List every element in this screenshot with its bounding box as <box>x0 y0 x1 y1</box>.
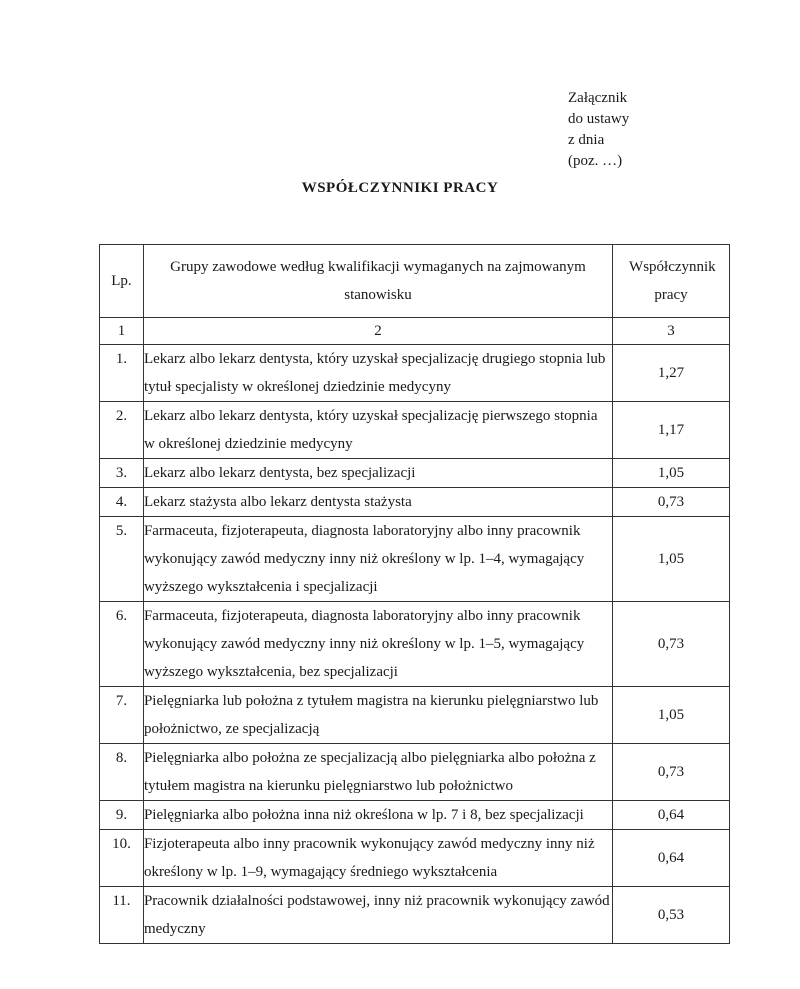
row-group: Fizjoterapeuta albo inny pracownik wykonujący zawód medyczny inny niż określony w lp. 1–9, wymagający średniego wykształcenia <box>143 830 612 887</box>
row-coefficient: 0,73 <box>613 744 730 801</box>
annex-note <box>568 88 629 172</box>
row-group: Lekarz stażysta albo lekarz dentysta stażysta <box>143 488 612 517</box>
row-lp: 8. <box>100 744 144 801</box>
row-group: Lekarz albo lekarz dentysta, który uzyskał specjalizację drugiego stopnia lub tytuł specjalisty w określonej dziedzinie medycyny <box>143 345 612 402</box>
row-group: Farmaceuta, fizjoterapeuta, diagnosta laboratoryjny albo inny pracownik wykonujący zawód medyczny inny niż określony w lp. 1–5, wymagający wyższego wykształcenia, bez specjalizacji <box>143 602 612 687</box>
row-lp: 10. <box>100 830 144 887</box>
table-row <box>100 887 730 944</box>
row-coefficient: 0,64 <box>613 830 730 887</box>
coefficients-table <box>99 244 730 944</box>
row-lp: 11. <box>100 887 144 944</box>
row-lp: 4. <box>100 488 144 517</box>
column-numbering-row <box>100 318 730 345</box>
row-group: Lekarz albo lekarz dentysta, bez specjalizacji <box>143 459 612 488</box>
table-row <box>100 488 730 517</box>
row-coefficient: 1,27 <box>613 345 730 402</box>
annex-line-4: (poz. …) <box>568 153 623 169</box>
table-row <box>100 744 730 801</box>
row-lp: 2. <box>100 402 144 459</box>
row-coefficient: 1,05 <box>613 517 730 602</box>
column-number-1: 1 <box>100 318 144 345</box>
row-lp: 6. <box>100 602 144 687</box>
table-row <box>100 801 730 830</box>
column-number-2: 2 <box>143 318 612 345</box>
table-row <box>100 687 730 744</box>
row-group: Lekarz albo lekarz dentysta, który uzyskał specjalizację pierwszego stopnia w określonej dziedzinie medycyny <box>143 402 612 459</box>
row-lp: 9. <box>100 801 144 830</box>
table-row <box>100 459 730 488</box>
row-group: Pielęgniarka albo położna ze specjalizacją albo pielęgniarka albo położna z tytułem magistra na kierunku pielęgniarstwo lub położnictwo <box>143 744 612 801</box>
row-coefficient: 0,73 <box>613 602 730 687</box>
table-row <box>100 345 730 402</box>
table-row <box>100 830 730 887</box>
row-group: Pielęgniarka lub położna z tytułem magistra na kierunku pielęgniarstwo lub położnictwo, ze specjalizacją <box>143 687 612 744</box>
table-row <box>100 517 730 602</box>
row-group: Pracownik działalności podstawowej, inny niż pracownik wykonujący zawód medyczny <box>143 887 612 944</box>
row-group: Pielęgniarka albo położna inna niż określona w lp. 7 i 8, bez specjalizacji <box>143 801 612 830</box>
row-group: Farmaceuta, fizjoterapeuta, diagnosta laboratoryjny albo inny pracownik wykonujący zawód medyczny inny niż określony w lp. 1–4, wymagający wyższego wykształcenia i specjalizacji <box>143 517 612 602</box>
annex-line-1: Załącznik <box>568 90 628 106</box>
annex-line-3: z dnia <box>568 132 605 148</box>
header-group: Grupy zawodowe według kwalifikacji wymaganych na zajmowanym stanowisku <box>143 245 612 318</box>
row-lp: 5. <box>100 517 144 602</box>
document-title: WSPÓŁCZYNNIKI PRACY <box>301 180 499 196</box>
annex-line-2: do ustawy <box>568 111 630 127</box>
row-coefficient: 1,05 <box>613 459 730 488</box>
row-coefficient: 1,17 <box>613 402 730 459</box>
row-lp: 1. <box>100 345 144 402</box>
header-lp: Lp. <box>100 245 144 318</box>
header-coefficient <box>613 245 730 318</box>
row-coefficient: 0,64 <box>613 801 730 830</box>
table-row <box>100 602 730 687</box>
header-coefficient-text: Współczynnik pracy <box>629 259 716 303</box>
row-coefficient: 1,05 <box>613 687 730 744</box>
column-number-3: 3 <box>613 318 730 345</box>
row-coefficient: 0,53 <box>613 887 730 944</box>
row-lp: 7. <box>100 687 144 744</box>
table-header-row <box>100 245 730 318</box>
row-lp: 3. <box>100 459 144 488</box>
row-coefficient: 0,73 <box>613 488 730 517</box>
table-row <box>100 402 730 459</box>
